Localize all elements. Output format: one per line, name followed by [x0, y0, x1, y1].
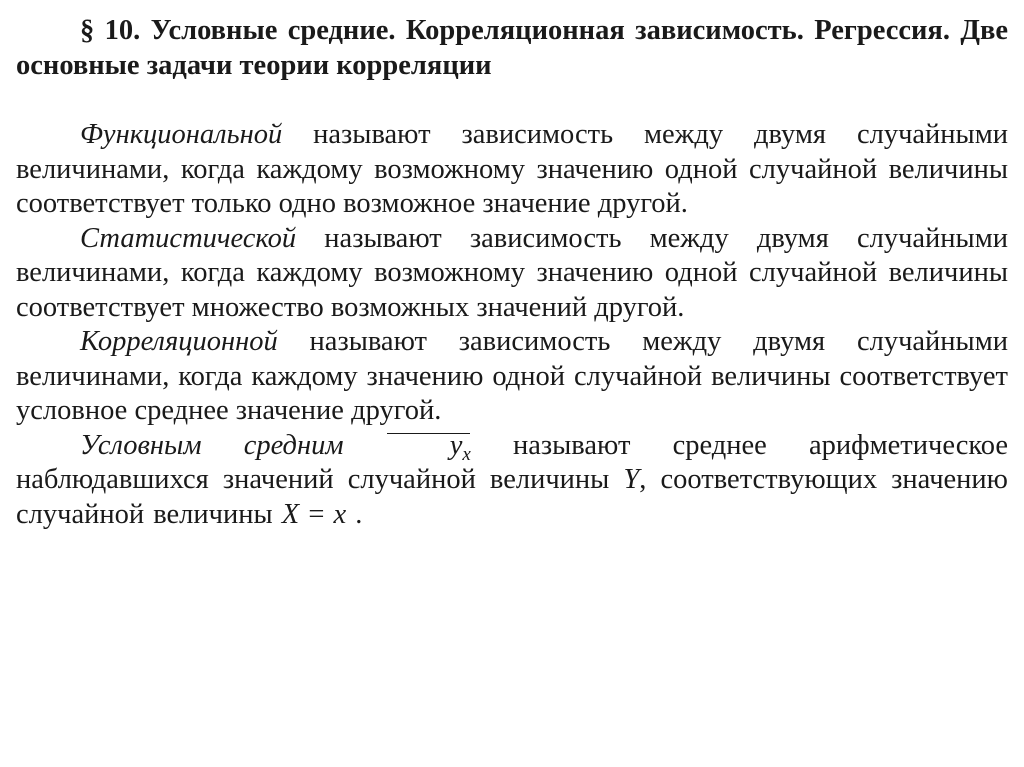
equation-X: X — [281, 498, 300, 530]
equation-operator: = — [299, 498, 334, 530]
paragraph-conditional-mean-text-b: , соответствующих значению случайной величины — [16, 464, 1008, 530]
paragraph-end: . — [346, 498, 363, 530]
term-conditional-mean: Условным средним — [80, 429, 344, 461]
variable-Y: Y — [623, 464, 640, 495]
paragraph-correlational-text: называют зависимость между двумя случайными величинами, когда каждому значению одной случайной величины соответствует условное среднее значение другой. — [16, 326, 1008, 426]
paragraph-statistical-text: называют зависимость между двумя случайными величинами, когда каждому возможному значению одной случайной величины соответствует множество возможных значений другой. — [16, 222, 1008, 323]
term-correlational: Корреляционной — [80, 326, 278, 357]
section-heading: § 10. Условные средние. Корреляционная зависимость. Регрессия. Две основные задачи теории корреляции — [16, 15, 1008, 81]
conditional-mean-formula — [386, 429, 471, 464]
term-functional: Функциональной — [80, 119, 283, 150]
paragraph-correlational — [16, 325, 1008, 429]
formula-base: y — [449, 429, 463, 461]
paragraph-conditional-mean-text-a: называют среднее арифметическое наблюдавшихся значений случайной величины — [16, 429, 1008, 495]
paragraph-functional-text: называют зависимость между двумя случайными величинами, когда каждому возможному значению одной случайной величины соответствует только одно возможное значение другой. — [16, 119, 1008, 219]
paragraph-conditional-mean — [16, 429, 1008, 533]
paragraph-functional — [16, 118, 1008, 222]
formula-subscript: x — [462, 443, 471, 465]
equation-x: x — [333, 498, 347, 530]
overline-mark — [387, 433, 470, 434]
term-statistical: Статистической — [80, 222, 297, 254]
document-page — [16, 14, 1008, 532]
paragraph-statistical — [16, 222, 1008, 326]
